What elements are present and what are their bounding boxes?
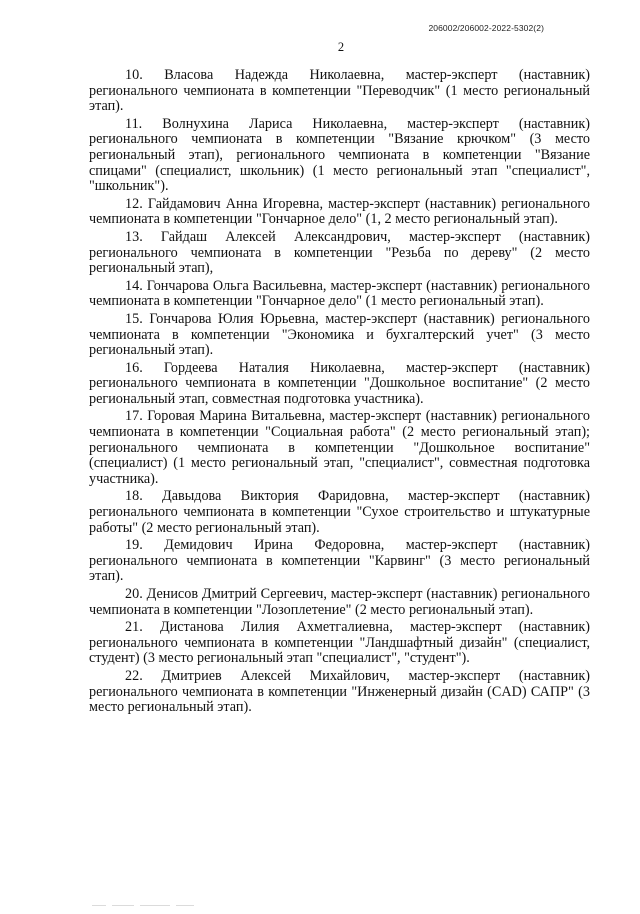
list-item: 19. Демидович Ирина Федоровна, мастер-эксперт (наставник) регионального чемпионата в компетенции "Карвинг" (3 место региональный этап). bbox=[89, 537, 590, 585]
list-item: 12. Гайдамович Анна Игоревна, мастер-эксперт (наставник) регионального чемпионата в компетенции "Гончарное дело" (1, 2 место региональный этап). bbox=[89, 195, 590, 228]
scan-artifact-mark bbox=[92, 896, 292, 900]
list-item: 11. Волнухина Лариса Николаевна, мастер-эксперт (наставник) регионального чемпионата в компетенции "Вязание крючком" (3 место региональный этап), регионального чемпионата в компетенции "Вязание спицами" (специалист, школьник) (1 место региональный этап "специалист", "школьник"). bbox=[89, 115, 590, 195]
list-item: 21. Дистанова Лилия Ахметгалиевна, мастер-эксперт (наставник) регионального чемпионата в компетенции "Ландшафтный дизайн" (специалист, студент) (3 место региональный этап "специалист", "студент"). bbox=[89, 619, 590, 667]
list-item: 20. Денисов Дмитрий Сергеевич, мастер-эксперт (наставник) регионального чемпионата в компетенции "Лозоплетение" (2 место региональный этап). bbox=[89, 586, 590, 618]
list-item: 14. Гончарова Ольга Васильевна, мастер-эксперт (наставник) регионального чемпионата в компетенции "Гончарное дело" (1 место региональный этап). bbox=[89, 277, 590, 310]
list-item: 15. Гончарова Юлия Юрьевна, мастер-эксперт (наставник) регионального чемпионата в компетенции "Экономика и бухгалтерский учет" (3 место региональный этап). bbox=[89, 310, 590, 359]
list-item: 10. Власова Надежда Николаевна, мастер-эксперт (наставник) регионального чемпионата в компетенции "Переводчик" (1 место региональный этап). bbox=[89, 67, 590, 115]
document-body bbox=[89, 68, 590, 718]
document-reference-number: 206002/206002-2022-5302(2) bbox=[428, 23, 544, 33]
list-item: 13. Гайдаш Алексей Александрович, мастер-эксперт (наставник) регионального чемпионата в компетенции "Резьба по дереву" (2 место региональный этап), bbox=[89, 228, 590, 277]
list-item: 22. Дмитриев Алексей Михайлович, мастер-эксперт (наставник) регионального чемпионата в компетенции "Инженерный дизайн (CAD) САПР" (3 место региональный этап). bbox=[89, 667, 590, 716]
list-item: 17. Горовая Марина Витальевна, мастер-эксперт (наставник) регионального чемпионата в компетенции "Социальная работа" (2 место региональный этап); регионального чемпионата в компетенции "Дошкольное воспитание" (специалист) (1 место региональный этап, "специалист", совместная подготовка участника). bbox=[89, 408, 590, 487]
page-number: 2 bbox=[337, 40, 345, 54]
list-item: 18. Давыдова Виктория Фаридовна, мастер-эксперт (наставник) регионального чемпионата в компетенции "Сухое строительство и штукатурные работы" (2 место региональный этап). bbox=[89, 488, 590, 536]
list-item: 16. Гордеева Наталия Николаевна, мастер-эксперт (наставник) регионального чемпионата в компетенции "Дошкольное воспитание" (2 место региональный этап, совместная подготовка участника). bbox=[89, 359, 590, 407]
